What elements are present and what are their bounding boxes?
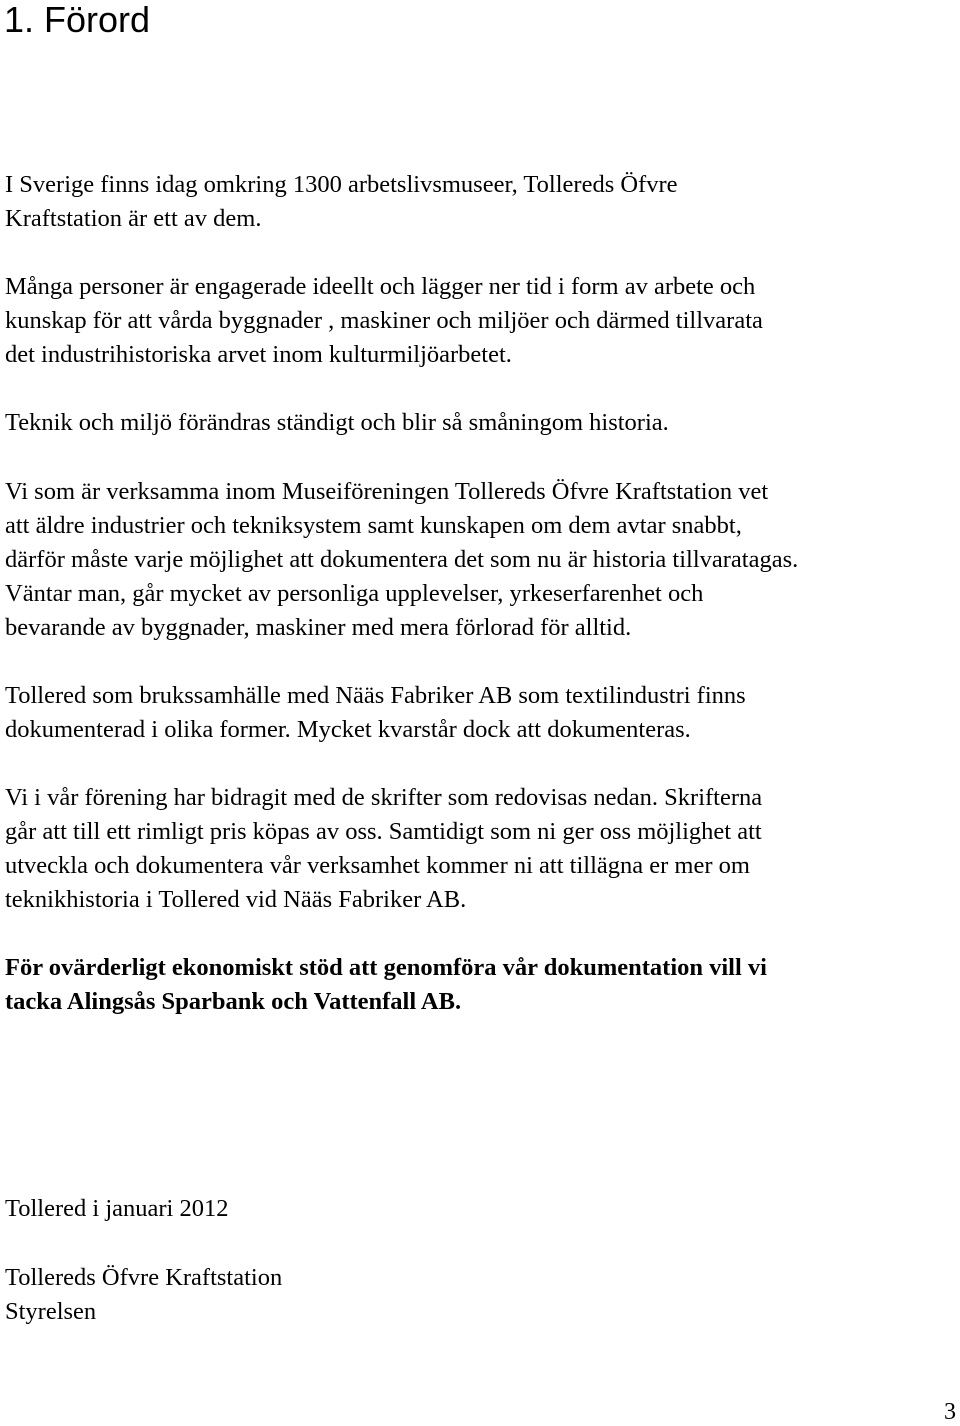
paragraph-line: Tollered som brukssamhälle med Nääs Fabriker AB som textilindustri finns	[5, 682, 746, 709]
paragraph-line: Många personer är engagerade ideellt och lägger ner tid i form av arbete och	[5, 273, 756, 300]
paragraph-line: Väntar man, går mycket av personliga upplevelser, yrkeserfarenhet och	[5, 580, 704, 607]
paragraph-line: tacka Alingsås Sparbank och Vattenfall AB.	[5, 988, 462, 1015]
signature-body: Styrelsen	[5, 1298, 97, 1325]
paragraph-line: För ovärderligt ekonomiskt stöd att genomföra vår dokumentation vill vi	[5, 954, 767, 981]
paragraph-publications	[5, 781, 955, 917]
paragraph-line: bevarande av byggnader, maskiner med mera förlorad för alltid.	[5, 614, 632, 641]
paragraph-museum-association	[5, 475, 955, 645]
paragraph-technology	[5, 406, 955, 440]
paragraph-line: Teknik och miljö förändras ständigt och blir så småningom historia.	[5, 409, 669, 436]
signature-organization: Tollereds Öfvre Kraftstation	[5, 1264, 283, 1291]
paragraph-line: Kraftstation är ett av dem.	[5, 205, 262, 232]
paragraph-line: det industrihistoriska arvet inom kulturmiljöarbetet.	[5, 341, 512, 368]
paragraph-line: utveckla och dokumentera vår verksamhet kommer ni att tillägna er mer om	[5, 852, 750, 879]
paragraph-line: kunskap för att vårda byggnader , maskiner och miljöer och därmed tillvarata	[5, 307, 763, 334]
paragraph-line: går att till ett rimligt pris köpas av oss. Samtidigt som ni ger oss möjlighet att	[5, 818, 762, 845]
paragraph-line: teknikhistoria i Tollered vid Nääs Fabriker AB.	[5, 886, 467, 913]
paragraph-line: Vi som är verksamma inom Museiföreningen Tollereds Öfvre Kraftstation vet	[5, 478, 769, 505]
signature-block	[5, 1261, 955, 1329]
paragraph-line: Vi i vår förening har bidragit med de skrifter som redovisas nedan. Skrifterna	[5, 784, 763, 811]
signature-place-date	[5, 1192, 955, 1226]
paragraph-acknowledgement	[5, 951, 955, 1019]
signature-line: Tollered i januari 2012	[5, 1195, 229, 1222]
paragraph-line: I Sverige finns idag omkring 1300 arbetslivsmuseer, Tollereds Öfvre	[5, 171, 678, 198]
paragraph-line: dokumenterad i olika former. Mycket kvarstår dock att dokumenteras.	[5, 716, 691, 743]
paragraph-volunteers	[5, 270, 955, 372]
paragraph-intro	[5, 168, 955, 236]
paragraph-tollered	[5, 679, 955, 747]
paragraph-line: därför måste varje möjlighet att dokumentera det som nu är historia tillvaratagas.	[5, 546, 799, 573]
page-title: 1. Förord	[4, 0, 151, 40]
paragraph-line: att äldre industrier och tekniksystem samt kunskapen om dem avtar snabbt,	[5, 512, 742, 539]
page-number: 3	[944, 1399, 956, 1425]
